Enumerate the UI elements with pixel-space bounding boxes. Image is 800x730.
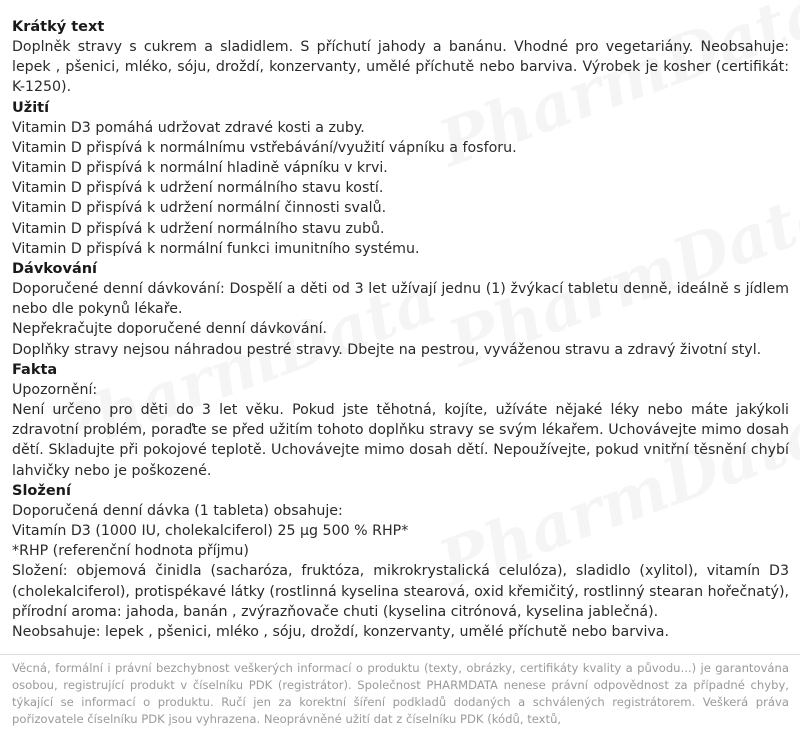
section-title-davkovani: Dávkování — [12, 261, 98, 278]
slozeni-last-line: Neobsahuje: lepek , pšenici, mléko , sóju, droždí, konzervanty, umělé příchutě nebo barviva. — [12, 624, 670, 641]
slozeni-paragraph: Složení: objemová činidla (sacharóza, fruktóza, mikrokrystalická celulóza), sladidlo (xylitol), vitamín D3 (cholekalciferol), protispékavé látky (rostlinná kyselina stearová, oxid křemičitý, rostlinný stearan hořečnatý), přírodní aroma: jahoda, banán , zvýrazňovače chuti (kyselina citrónová, kyselina jablečná). — [12, 563, 789, 620]
section-title-fakta: Fakta — [12, 361, 58, 378]
disclaimer-divider — [0, 654, 800, 655]
section-title-kratky-text: Krátký text — [12, 19, 105, 35]
uziti-line: Vitamin D přispívá k normálnímu vstřebávání/využití vápníku a fosforu. — [12, 139, 517, 156]
slozeni-line: Doporučená denní dávka (1 tableta) obsahuje: — [12, 502, 343, 519]
uziti-line: Vitamin D přispívá k udržení normálního stavu kostí. — [12, 180, 384, 197]
uziti-line: Vitamin D přispívá k udržení normálního stavu zubů. — [12, 220, 385, 237]
legal-disclaimer: Věcná, formální i právní bezchybnost veškerých informací o produktu (texty, obrázky, certifikáty kvality a původu...) je garantována osobou, registrující produkt v číselníku PDK (registrátor). Společnost PHARMDATA nenese právní odpovědnost za případné chyby, týkající se informací o produktu. Ručí jen za korektní šíření podkladů dodaných a schválených registrátorem. Veškerá práva pořizovatele číselníku PDK jsou vyhrazena. Neoprávněné užití dat z číselníku PDK (kódů, textů, — [12, 661, 789, 726]
kratky-text-paragraph: Doplněk stravy s cukrem a sladidlem. S příchutí jahody a banánu. Vhodné pro vegetariány. Neobsahuje: lepek , pšenici, mléko, sóju, droždí, konzervanty, umělé příchutě nebo barviva. Výrobek je kosher (certifikát: K-1250). — [12, 39, 789, 96]
section-title-uziti: Užití — [12, 99, 50, 116]
uziti-line: Vitamin D přispívá k normální hladině vápníku v krvi. — [12, 160, 388, 177]
uziti-line: Vitamin D přispívá k normální funkci imunitního systému. — [12, 240, 420, 257]
section-title-slozeni: Složení — [12, 482, 71, 499]
uziti-line: Vitamin D přispívá k udržení normální činnosti svalů. — [12, 200, 387, 217]
slozeni-line: *RHP (referenční hodnota příjmu) — [12, 543, 249, 560]
fakta-paragraph: Není určeno pro děti do 3 let věku. Pokud jste těhotná, kojíte, užíváte nějaké léky nebo máte jakýkoli zdravotní problém, poraďte se před užitím tohoto doplňku stravy se svým lékařem. Uchovávejte mimo dosah dětí. Skladujte při pokojové teplotě. Uchovávejte mimo dosah dětí. Nepoužívejte, pokud vnitřní těsnění chybí lahvičky nebo je poškozené. — [12, 402, 789, 479]
davkovani-line: Nepřekračujte doporučené denní dávkování. — [12, 321, 328, 338]
slozeni-line: Vitamín D3 (1000 IU, cholekalciferol) 25 µg 500 % RHP* — [12, 523, 409, 540]
davkovani-line: Doplňky stravy nejsou náhradou pestré stravy. Dbejte na pestrou, vyváženou stravu a zdravý životní styl. — [12, 341, 762, 358]
fakta-label: Upozornění: — [12, 381, 98, 398]
product-document — [12, 17, 789, 642]
uziti-line: Vitamin D3 pomáhá udržovat zdravé kosti a zuby. — [12, 119, 365, 136]
davkovani-paragraph: Doporučené denní dávkování: Dospělí a děti od 3 let užívají jednu (1) žvýkací tabletu denně, ideálně s jídlem nebo dle pokynů lékaře. — [12, 281, 789, 318]
